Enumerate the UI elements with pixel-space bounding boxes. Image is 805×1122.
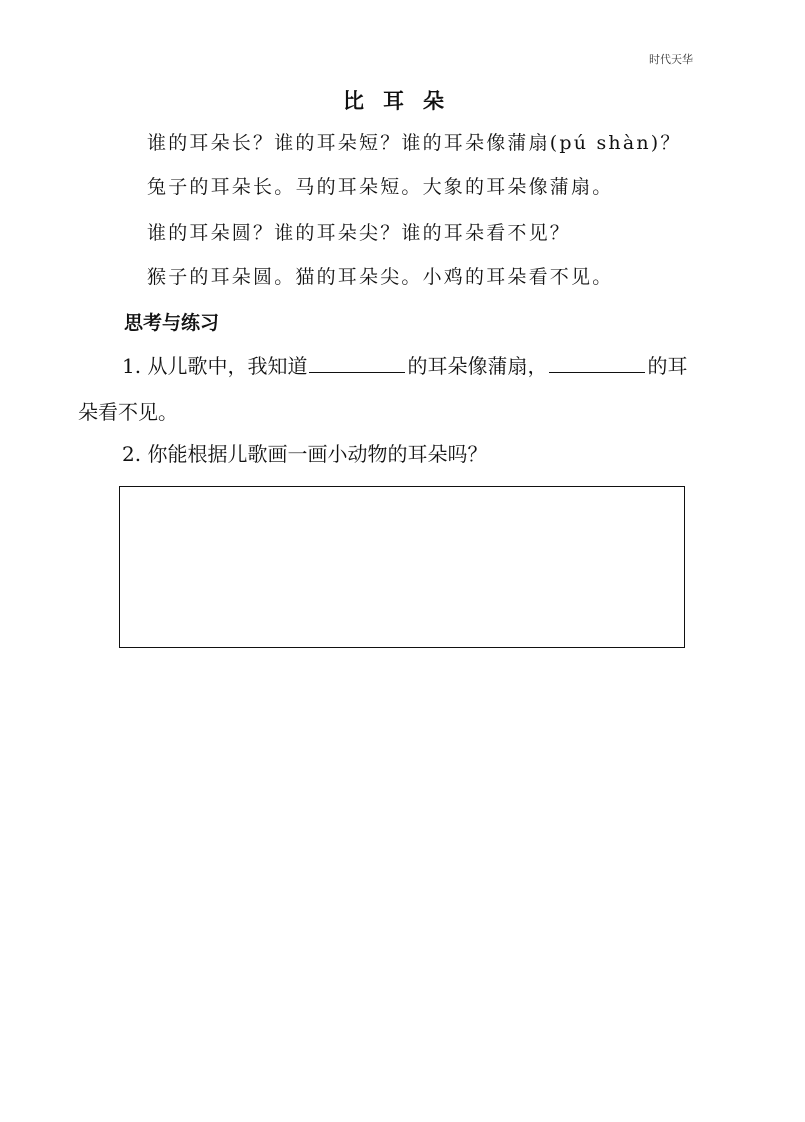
- question-1: [122, 350, 687, 379]
- question-1-suffix: 的耳: [647, 354, 688, 378]
- poem-line: 谁的耳朵长？谁的耳朵短？谁的耳朵像蒲扇(pú shàn)？: [147, 132, 682, 154]
- poem-line: 兔子的耳朵长。马的耳朵短。大象的耳朵像蒲扇。: [147, 176, 614, 198]
- question-1-prefix: 1. 从儿歌中，我知道: [122, 354, 308, 378]
- poem-line: 谁的耳朵圆？谁的耳朵尖？谁的耳朵看不见？: [147, 222, 572, 244]
- exercises-heading: 思考与练习: [124, 312, 220, 334]
- drawing-box[interactable]: [119, 486, 685, 648]
- answer-blank-2[interactable]: [549, 352, 645, 373]
- page-title: 比耳朵: [343, 89, 463, 113]
- poem-line: 猴子的耳朵圆。猫的耳朵尖。小鸡的耳朵看不见。: [147, 266, 614, 288]
- question-1-continuation: 朵看不见。: [78, 400, 178, 424]
- question-1-middle: 的耳朵像蒲扇，: [407, 354, 548, 378]
- answer-blank-1[interactable]: [309, 352, 405, 373]
- question-2: 2. 你能根据儿歌画一画小动物的耳朵吗？: [122, 442, 488, 466]
- publisher-mark: 时代天华: [649, 53, 693, 66]
